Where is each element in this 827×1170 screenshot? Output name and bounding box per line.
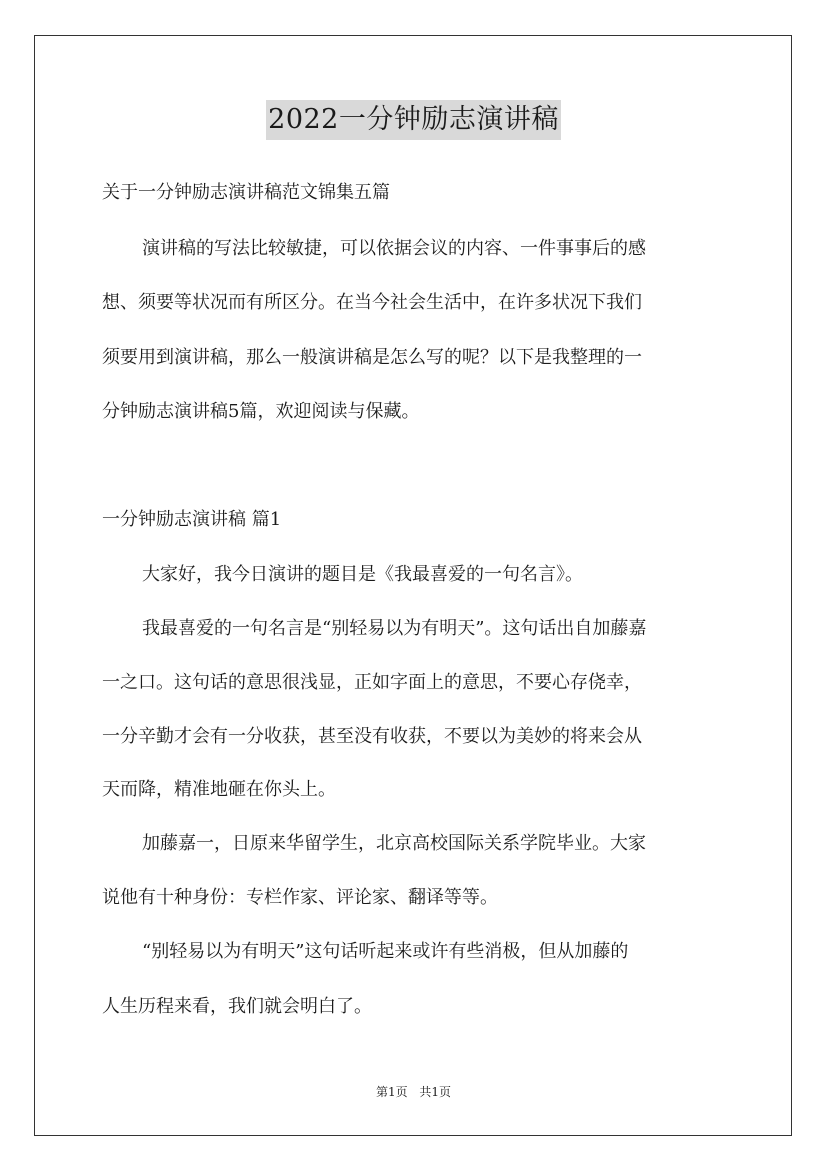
page-footer [0, 1083, 827, 1100]
paragraph-line: 人生历程来看，我们就会明白了。 [102, 996, 372, 1017]
intro-line-2: 想、须要等状况而有所区分。在当今社会生活中，在许多状况下我们 [102, 292, 642, 313]
intro-line-3: 须要用到演讲稿，那么一般演讲稿是怎么写的呢？以下是我整理的一 [102, 347, 642, 368]
paragraph-line: 我最喜爱的一句名言是“别轻易以为有明天”。这句话出自加藤嘉 [142, 618, 647, 639]
document-title: 2022一分钟励志演讲稿 [266, 100, 561, 140]
paragraph-line: 说他有十种身份：专栏作家、评论家、翻译等等。 [102, 887, 498, 908]
paragraph-line: 大家好，我今日演讲的题目是《我最喜爱的一句名言》。 [142, 564, 583, 585]
intro-line-4: 分钟励志演讲稿5篇，欢迎阅读与保藏。 [102, 401, 420, 422]
document-subtitle: 关于一分钟励志演讲稿范文锦集五篇 [102, 182, 390, 203]
paragraph-line: 一之口。这句话的意思很浅显，正如字面上的意思，不要心存侥幸， [102, 672, 642, 693]
title-container [0, 100, 827, 140]
paragraph-line: 一分辛勤才会有一分收获，甚至没有收获，不要以为美妙的将来会从 [102, 726, 642, 747]
paragraph-line: 天而降，精准地砸在你头上。 [102, 779, 336, 800]
paragraph-line: 加藤嘉一，日原来华留学生，北京高校国际关系学院毕业。大家 [142, 833, 646, 854]
page-total: 共1页 [419, 1085, 452, 1099]
intro-line-1: 演讲稿的写法比较敏捷，可以依据会议的内容、一件事事后的感 [142, 238, 646, 259]
paragraph-line: “别轻易以为有明天”这句话听起来或许有些消极，但从加藤的 [142, 941, 629, 962]
section-heading: 一分钟励志演讲稿 篇1 [102, 509, 282, 530]
page-number: 第1页 [375, 1085, 408, 1099]
